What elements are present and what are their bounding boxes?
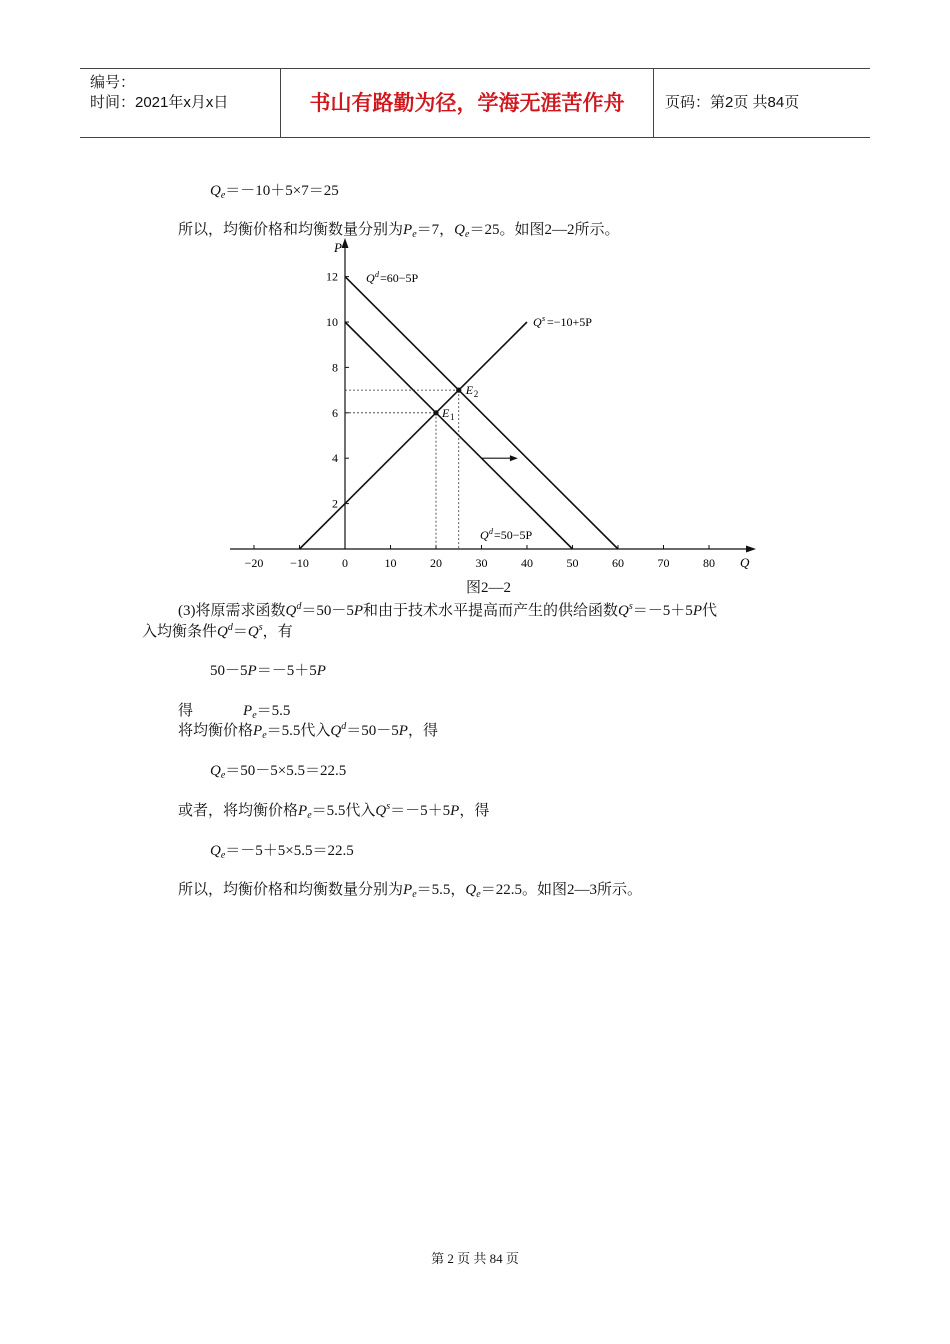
x-tick-label: 20: [430, 556, 442, 570]
demand-curve-d2-label-q: Q: [366, 271, 375, 285]
text-line: 或者，将均衡价格$P_e=5.5$代入$Q^s=-5+5P$，得: [178, 801, 490, 821]
equation-line: 得 $P_e=5.5$: [178, 703, 291, 721]
x-tick-label: 30: [475, 556, 488, 570]
x-tick-label: 0: [342, 556, 348, 570]
x-tick-label: 80: [703, 556, 715, 570]
x-tick-label: 50: [566, 556, 579, 570]
y-tick-label: 12: [326, 269, 338, 284]
supply-curve-label-sup: s: [542, 314, 546, 323]
x-tick-label: 40: [521, 556, 533, 570]
page-footer: 第 2 页 共 84 页: [431, 1251, 519, 1266]
x-tick-label: 10: [384, 556, 397, 570]
y-axis-arrow: [342, 238, 349, 248]
date-text: 时间：2021年x月x日: [90, 94, 229, 111]
text-line: 入均衡条件$Q^d=Q^s$，有: [142, 622, 293, 640]
equilibrium-label-1-sub: 1: [450, 411, 455, 422]
equilibrium-label-1: E: [442, 405, 450, 420]
x-tick-label: 70: [657, 556, 670, 570]
demand-curve-d1-label-sup: d: [489, 527, 493, 536]
equation-line: $Q_e=-5+5\times 5.5=22.5$: [210, 843, 354, 861]
equilibrium-label-2-sub: 2: [473, 389, 479, 400]
supply-demand-chart: [0, 0, 950, 600]
header-motto: 书山有路勤为径，学海无涯苦作舟: [309, 91, 625, 115]
y-tick-label: 8: [332, 360, 338, 375]
header-page-number: 页码：第2页 共84页: [665, 94, 800, 111]
y-tick-label: 2: [332, 496, 338, 511]
x-tick-label: −20: [244, 556, 264, 570]
y-tick-label: 10: [326, 315, 338, 329]
x-tick-label: 60: [612, 556, 624, 570]
demand-curve-d1-label-q: Q: [480, 528, 489, 542]
x-axis-arrow: [746, 546, 756, 553]
demand-curve-d2-label-sup: d: [375, 270, 379, 279]
supply-curve-label-q: Q: [533, 315, 542, 329]
number-label: 编号：: [90, 74, 136, 91]
equation-line: $Q_e=50-5\times 5.5=22.5$: [210, 763, 347, 781]
figure-caption: 图2—2: [466, 580, 512, 596]
y-tick-label: 6: [332, 405, 338, 420]
equation-line: $Q_e=-10+5\times 7=25$: [210, 183, 339, 201]
x-tick-label: −10: [290, 556, 309, 570]
shift-arrow-head: [510, 455, 518, 461]
y-tick-label: 4: [332, 451, 338, 466]
equilibrium-label-2: E: [465, 383, 474, 398]
demand-curve-d1-label-text: =50−5P: [494, 528, 533, 542]
supply-curve: [300, 322, 528, 549]
equation-line: 50－5P＝－5＋5P: [210, 663, 326, 679]
equilibrium-point-2: [456, 388, 461, 393]
demand-curve-d2-label-text: =60−5P: [380, 271, 419, 285]
text-line: 所以，均衡价格和均衡数量分别为$P_e=7$，$Q_e=25$。如图2—2所示。: [178, 222, 620, 240]
y-axis-label: P: [334, 240, 342, 255]
equilibrium-point-1: [433, 410, 438, 415]
supply-curve-label-text: =−10+5P: [547, 315, 592, 329]
text-line: 所以，均衡价格和均衡数量分别为$P_e=5.5$，$Q_e=22.5$。如图2—3所示。: [178, 882, 642, 900]
text-line: (3)将原需求函数$Q^d=50-5P$和由于技术水平提高而产生的供给函数$Q^s=-5+5P$代: [178, 601, 717, 619]
text-line: 将均衡价格$P_e=5.5$代入$Q^d=50-5P$，得: [178, 721, 438, 741]
x-axis-label: Q: [740, 555, 750, 570]
